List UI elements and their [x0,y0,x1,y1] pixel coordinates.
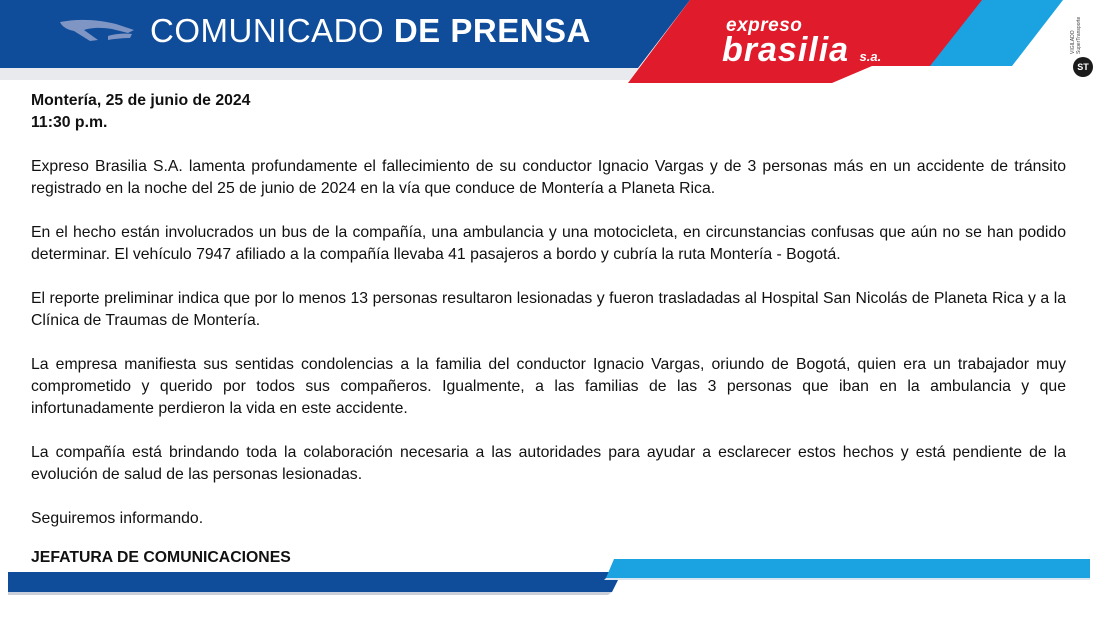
press-release-body [31,90,1066,530]
paragraph-5: La compañía está brindando toda la colaboración necesaria a las autoridades para ayudar a esclarecer estos hechos y está pendiente de la evolución de salud de las personas lesionadas. [31,444,1066,483]
brand-suffix: s.a. [859,49,882,64]
place-date: Montería, 25 de junio de 2024 [31,92,251,109]
paragraph-3: El reporte preliminar indica que por lo menos 13 personas resultaron lesionadas y fueron trasladadas al Hospital San Nicolás de Planeta Rica y a la Clínica de Traumas de Montería. [31,290,1066,329]
closing-line: Seguiremos informando. [31,510,204,527]
brand-logo [722,16,881,67]
footer-banner [0,556,1095,616]
signature: JEFATURA DE COMUNICACIONES [31,549,291,566]
brand-bottom: brasilia [722,31,850,69]
header-banner [0,0,1095,90]
supertransporte-logo: ST [1073,57,1093,77]
paragraph-2: En el hecho están involucrados un bus de la compañía, una ambulancia y una motocicleta, en circunstancias confusas que aún no se han podido determinar. El vehículo 7947 afiliado a la compañía llevaba 41 pasajeros a bordo y cubría la ruta Montería - Bogotá. [31,224,1066,263]
title-bold: DE PRENSA [393,12,591,49]
supertransporte-text: VIGILADO SuperTransporte [1070,16,1082,54]
paragraph-4: La empresa manifiesta sus sentidas condolencias a la familia del conductor Ignacio Vargas, oriundo de Bogotá, quien era un trabajador muy comprometido y querido por todos sus compañeros. Igualmente, a las familias de las 3 personas que iban en la ambulancia y que infortunadamente perdieron la vida en este accidente. [31,356,1066,417]
title-light: COMUNICADO [150,12,385,49]
page-title [150,12,591,50]
paragraph-1: Expreso Brasilia S.A. lamenta profundamente el fallecimiento de su conductor Ignacio Vargas y de 3 personas más en un accidente de tránsito registrado en la noche del 25 de junio de 2024 en la vía que conduce de Montería a Planeta Rica. [31,158,1066,197]
time: 11:30 p.m. [31,114,108,131]
brand-top: expreso [726,15,803,36]
footer-shapes [0,556,1095,616]
